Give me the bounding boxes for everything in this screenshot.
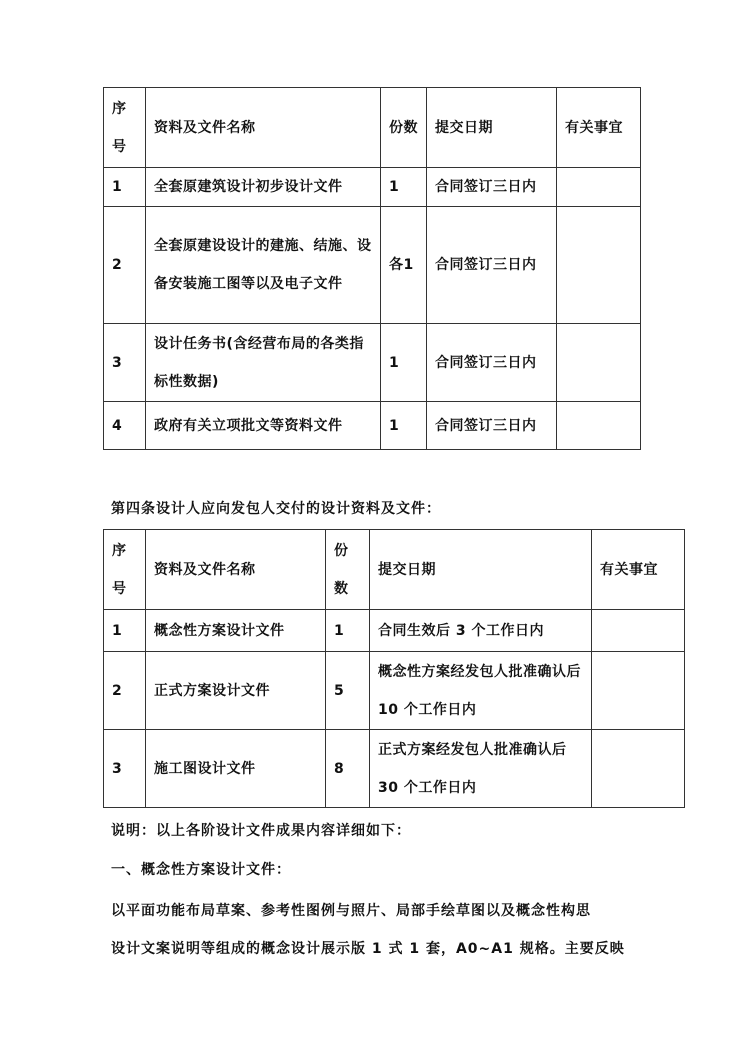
header-notes: 有关事宜 bbox=[592, 530, 685, 610]
header-notes: 有关事宜 bbox=[557, 88, 641, 168]
row-notes bbox=[557, 324, 641, 402]
table-row bbox=[104, 324, 641, 402]
row-copies: 1 bbox=[381, 168, 427, 207]
row-no: 2 bbox=[104, 652, 146, 730]
table-header-row bbox=[104, 530, 685, 610]
section-heading: 第四条设计人应向发包人交付的设计资料及文件： bbox=[111, 501, 441, 517]
row-name: 概念性方案设计文件 bbox=[146, 610, 326, 652]
row-date: 合同签订三日内 bbox=[427, 168, 557, 207]
header-name: 资料及文件名称 bbox=[146, 88, 381, 168]
row-date: 正式方案经发包人批准确认后 30 个工作日内 bbox=[370, 730, 592, 808]
subheading: 一、概念性方案设计文件： bbox=[111, 862, 291, 878]
body-line: 以平面功能布局草案、参考性图例与照片、局部手绘草图以及概念性构思 bbox=[111, 903, 591, 919]
row-copies: 各1 bbox=[381, 207, 427, 324]
row-no: 3 bbox=[104, 730, 146, 808]
row-notes bbox=[592, 610, 685, 652]
table-header-row bbox=[104, 88, 641, 168]
row-date: 合同签订三日内 bbox=[427, 207, 557, 324]
header-no: 序号 bbox=[104, 88, 146, 168]
table-deliverables bbox=[103, 529, 685, 808]
row-notes bbox=[557, 207, 641, 324]
row-copies: 5 bbox=[326, 652, 370, 730]
row-name: 全套原建筑设计初步设计文件 bbox=[146, 168, 381, 207]
header-name: 资料及文件名称 bbox=[146, 530, 326, 610]
table-row bbox=[104, 402, 641, 450]
row-copies: 8 bbox=[326, 730, 370, 808]
table-row bbox=[104, 168, 641, 207]
row-date: 合同生效后 3 个工作日内 bbox=[370, 610, 592, 652]
table-provided-materials bbox=[103, 87, 641, 450]
row-notes bbox=[557, 402, 641, 450]
header-date: 提交日期 bbox=[370, 530, 592, 610]
header-copies: 份数 bbox=[326, 530, 370, 610]
row-no: 3 bbox=[104, 324, 146, 402]
row-notes bbox=[592, 652, 685, 730]
row-name: 正式方案设计文件 bbox=[146, 652, 326, 730]
header-no: 序号 bbox=[104, 530, 146, 610]
row-notes bbox=[557, 168, 641, 207]
row-no: 2 bbox=[104, 207, 146, 324]
row-copies: 1 bbox=[326, 610, 370, 652]
row-name: 政府有关立项批文等资料文件 bbox=[146, 402, 381, 450]
header-copies: 份数 bbox=[381, 88, 427, 168]
row-date: 概念性方案经发包人批准确认后 10 个工作日内 bbox=[370, 652, 592, 730]
row-date: 合同签订三日内 bbox=[427, 402, 557, 450]
table-row bbox=[104, 207, 641, 324]
body-line: 设计文案说明等组成的概念设计展示版 1 式 1 套，A0~A1 规格。主要反映 bbox=[111, 941, 625, 957]
row-copies: 1 bbox=[381, 324, 427, 402]
row-copies: 1 bbox=[381, 402, 427, 450]
row-no: 1 bbox=[104, 610, 146, 652]
table-row bbox=[104, 610, 685, 652]
header-date: 提交日期 bbox=[427, 88, 557, 168]
row-no: 1 bbox=[104, 168, 146, 207]
row-date: 合同签订三日内 bbox=[427, 324, 557, 402]
table-row bbox=[104, 730, 685, 808]
row-notes bbox=[592, 730, 685, 808]
row-name: 全套原建设设计的建施、结施、设备安装施工图等以及电子文件 bbox=[146, 207, 381, 324]
row-no: 4 bbox=[104, 402, 146, 450]
row-name: 设计任务书(含经营布局的各类指标性数据) bbox=[146, 324, 381, 402]
table-row bbox=[104, 652, 685, 730]
note-text: 说明：以上各阶设计文件成果内容详细如下： bbox=[111, 823, 411, 839]
row-name: 施工图设计文件 bbox=[146, 730, 326, 808]
